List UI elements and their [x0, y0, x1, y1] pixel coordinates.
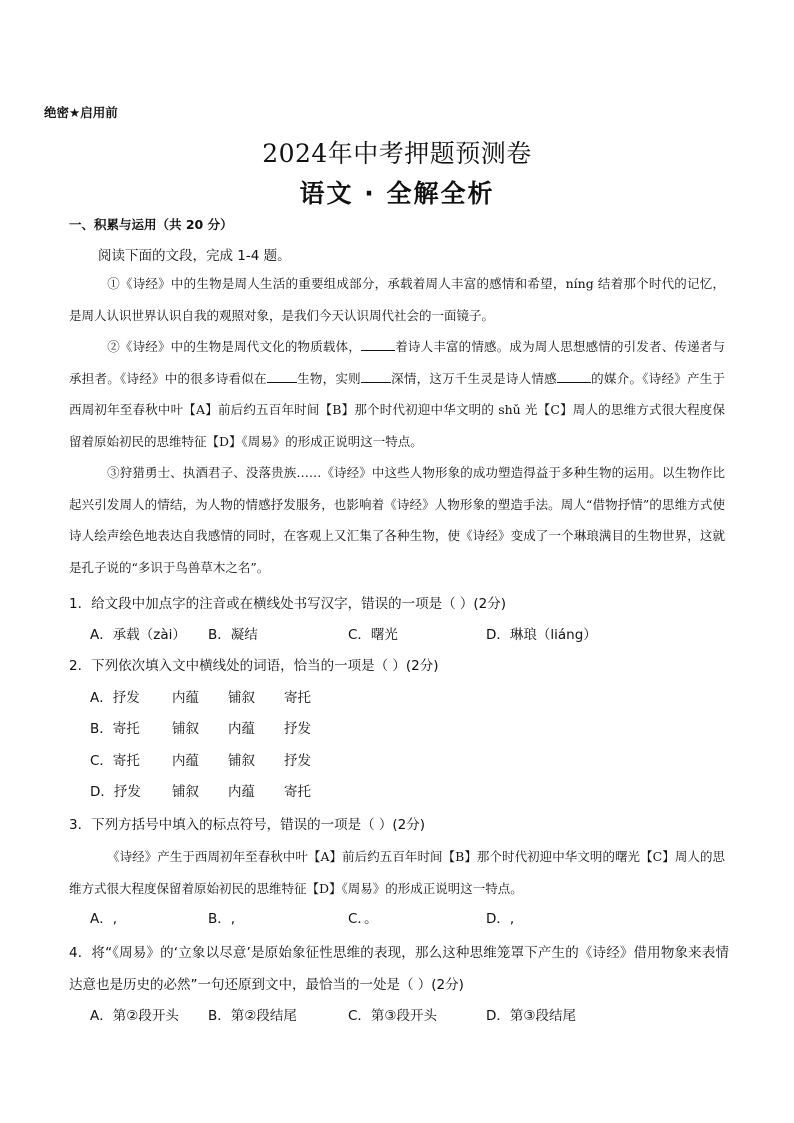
question-4-stem: 4．将“《周易》的‘立象以尽意’是原始象征性思维的表现，那么这种思维笼罩下产生的《诗经》借用物象来表情达意也是历史的必然”一句还原到文中，最恰当的一处是（ ）(2分): [69, 945, 729, 993]
paragraph-2-text-d: 深情，这万千生灵是诗人情感: [390, 370, 557, 386]
q2-b-word-3: 内蕴: [228, 721, 255, 737]
passage-paragraph-1: [69, 268, 725, 331]
q2-b-word-1: B．寄托: [90, 721, 140, 737]
q1-option-d[interactable]: D．琳琅（liáng）: [486, 627, 597, 643]
q3-option-d[interactable]: D．,: [486, 911, 515, 927]
q2-d-word-3: 内蕴: [228, 784, 255, 800]
q2-a-word-2: 内蕴: [172, 690, 199, 706]
q4-option-a[interactable]: A．第②段开头: [90, 1008, 179, 1024]
fill-blank-3: [361, 370, 391, 383]
q2-a-word-1: A．抒发: [90, 690, 140, 706]
question-3-quote: [69, 841, 725, 904]
q2-d-word-2: 铺叙: [172, 784, 199, 800]
paragraph-2-text-b: 着诗人丰富的情感。成为周人思想感情的引发者、传递者与承担者。《诗经》中的很多诗看似在: [69, 339, 725, 386]
paragraph-2-text-c: 生物，实则: [296, 370, 361, 386]
paragraph-3-text: ③狩猎勇士、执酒君子、没落贵族……《诗经》中这些人物形象的成功塑造得益于多种生物的运用。以生物作比起兴引发周人的情结，为人物的情感抒发服务，也影响着《诗经》人物形象的塑造手法。周人“借物抒情”的思维方式使诗人绘声绘色地表达自我感情的同时，在客观上又汇集了各种生物，使《诗经》变成了一个琳琅满目的生物世界，这就是孔子说的“多识于鸟兽草木之名”。: [69, 465, 725, 575]
question-3-stem: 3．下列方括号中填入的标点符号，错误的一项是（ ）(2分): [69, 817, 426, 833]
exam-title: 2024年中考押题预测卷: [262, 139, 532, 168]
paragraph-2-text-a: ②《诗经》中的生物是周代文化的物质载体，: [107, 339, 362, 354]
q2-c-word-2: 内蕴: [172, 753, 199, 769]
q1-option-b[interactable]: B．凝结: [208, 627, 258, 643]
q1-option-a[interactable]: A．承载（zài）: [90, 627, 186, 643]
q3-quote-text: 《诗经》产生于西周初年至春秋中叶【A】前后约五百年时间【B】那个时代初迎中华文明的曙光【C】周人的思维方式很大程度保留着原始初民的思维特征【D】《周易》的形成正说明这一特点。: [69, 849, 725, 896]
q3-option-b[interactable]: B．,: [208, 911, 236, 927]
q2-d-word-4: 寄托: [284, 784, 311, 800]
reading-instruction: 阅读下面的文段，完成 1-4 题。: [98, 248, 291, 264]
q4-option-b[interactable]: B．第②段结尾: [208, 1008, 297, 1024]
passage-paragraph-3: [69, 457, 725, 583]
q2-d-word-1: D．抒发: [90, 784, 141, 800]
q1-option-c[interactable]: C．曙光: [348, 627, 398, 643]
q4-option-c[interactable]: C．第③段开头: [348, 1008, 438, 1024]
secret-label: 绝密★启用前: [44, 105, 118, 120]
section-heading: 一、积累与运用（共 20 分）: [69, 217, 233, 232]
fill-blank-1: [361, 338, 395, 351]
q2-a-word-3: 铺叙: [228, 690, 255, 706]
q2-c-word-4: 抒发: [284, 753, 311, 769]
question-1-stem: 1．给文段中加点字的注音或在横线处书写汉字，错误的一项是（ ）(2分): [69, 596, 507, 612]
fill-blank-4: [557, 370, 591, 383]
q2-b-word-2: 铺叙: [172, 721, 199, 737]
q3-option-a[interactable]: A．,: [90, 911, 118, 927]
exam-subtitle: 语文 · 全解全析: [299, 179, 495, 208]
fill-blank-2: [267, 370, 297, 383]
q2-c-word-3: 铺叙: [228, 753, 255, 769]
paragraph-2-text-e: 的媒介。《诗经》产生于西周初年至春秋中叶【A】前后约五百年时间【B】那个时代初迎中华文明的 shǔ 光【C】周人的思维方式很大程度保留着原始初民的思维特征【D】《周易》的形成正说明这一特点。: [69, 370, 725, 449]
q2-b-word-4: 抒发: [284, 721, 311, 737]
q3-option-c[interactable]: C．。: [348, 911, 378, 927]
q4-option-d[interactable]: D．第③段结尾: [486, 1008, 576, 1024]
paragraph-1-text: ①《诗经》中的生物是周人生活的重要组成部分，承载着周人丰富的感情和希望，níng 结着那个时代的记忆，是周人认识世界认识自我的观照对象，是我们今天认识周代社会的一面镜子。: [69, 276, 725, 323]
question-2-stem: 2．下列依次填入文中横线处的词语，恰当的一项是（ ）(2分): [69, 658, 439, 674]
passage-paragraph-2: [69, 331, 725, 457]
q2-a-word-4: 寄托: [284, 690, 311, 706]
q2-c-word-1: C．寄托: [90, 753, 140, 769]
